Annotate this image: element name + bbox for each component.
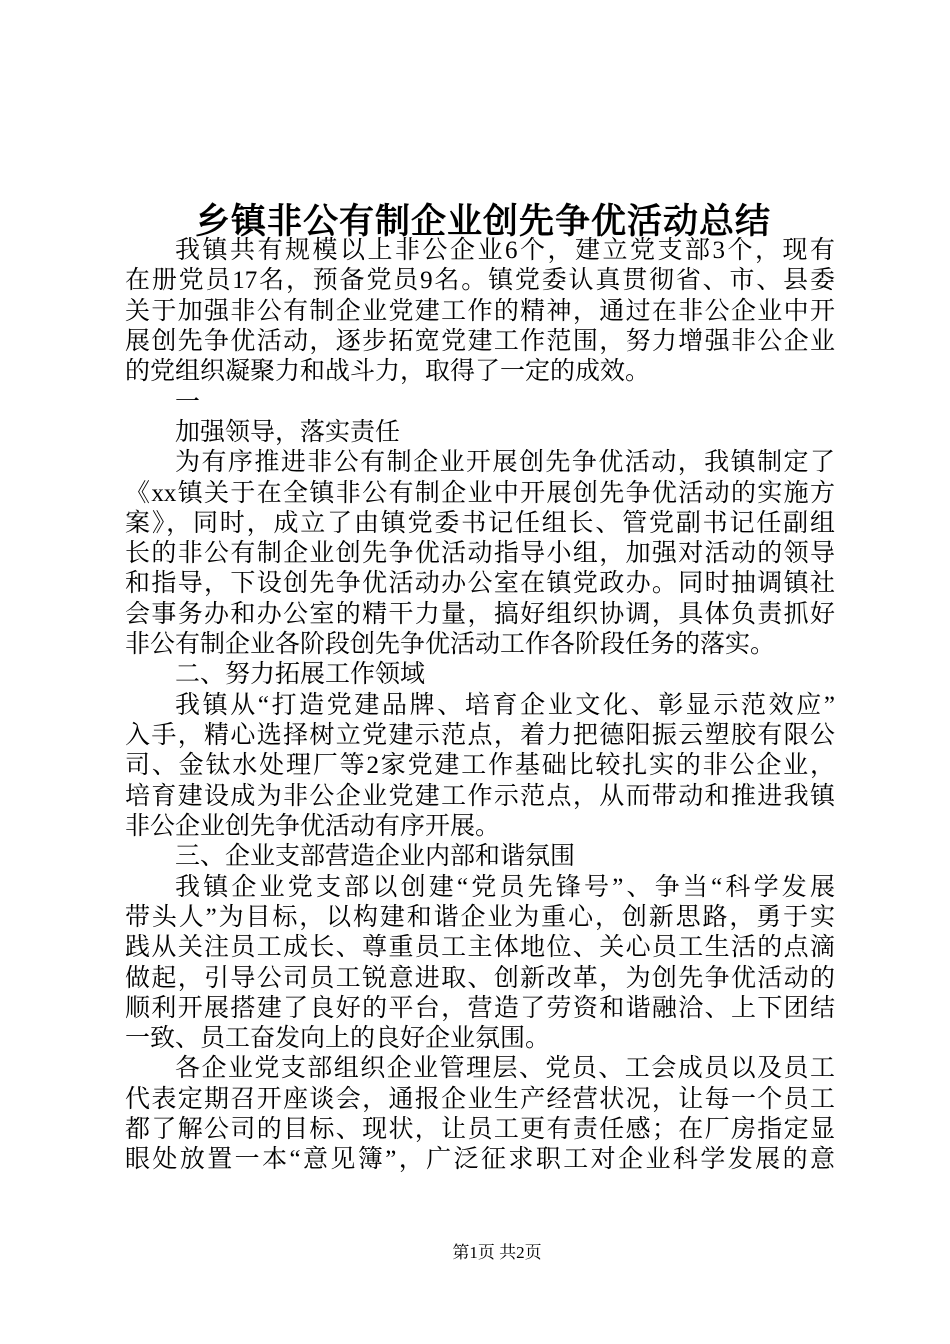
text-line: 我镇从“打造党建品牌、培育企业文化、彰显示范效应” [175,691,835,719]
document-body [125,236,835,1176]
text-line: 案》，同时，成立了由镇党委书记任组长、管党副书记任副组 [125,509,835,537]
text-line: 一 [175,388,201,416]
page-number-footer: 第1页 共2页 [452,1243,542,1262]
text-line: 我镇企业党支部以创建“党员先锋号”、争当“科学发展 [175,873,835,901]
text-line: 会事务办和办公室的精干力量，搞好组织协调，具体负责抓好 [125,600,835,628]
text-line: 代表定期召开座谈会，通报企业生产经营状况，让每一个员工 [125,1085,835,1113]
text-line: 关于加强非公有制企业党建工作的精神，通过在非公企业中开 [125,297,835,325]
text-line: 带头人”为目标，以构建和谐企业为重心，创新思路，勇于实 [125,903,835,931]
text-line: 长的非公有制企业创先争优活动指导小组，加强对活动的领导 [125,540,835,568]
text-line: 顺利开展搭建了良好的平台，营造了劳资和谐融洽、上下团结 [125,994,835,1022]
text-line: 司、金钛水处理厂等2家党建工作基础比较扎实的非公企业， [125,752,835,780]
text-line: 非公有制企业各阶段创先争优活动工作各阶段任务的落实。 [125,631,776,659]
text-line: 培育建设成为非公企业党建工作示范点，从而带动和推进我镇 [125,782,835,810]
text-line: 眼处放置一本“意见簿”，广泛征求职工对企业科学发展的意 [125,1146,835,1174]
text-line: 的党组织凝聚力和战斗力，取得了一定的成效。 [125,358,651,386]
text-line: 三、企业支部营造企业内部和谐氛围 [175,843,576,871]
text-line: 做起，引导公司员工锐意进取、创新改革，为创先争优活动的 [125,964,835,992]
text-line: 展创先争优活动，逐步拓宽党建工作范围，努力增强非公企业 [125,327,835,355]
text-line: 我镇共有规模以上非公企业6个，建立党支部3个，现有 [175,237,835,264]
text-line: 非公企业创先争优活动有序开展。 [125,812,501,840]
text-line: 加强领导，落实责任 [175,418,401,446]
text-line: 一致、员工奋发向上的良好企业氛围。 [125,1025,551,1053]
text-line: 《xx镇关于在全镇非公有制企业中开展创先争优活动的实施方 [125,479,835,507]
text-line: 在册党员17名，预备党员9名。镇党委认真贯彻省、市、县委 [125,267,835,295]
text-line: 二、努力拓展工作领域 [175,661,426,689]
text-line: 入手，精心选择树立党建示范点，着力把德阳振云塑胶有限公 [125,722,835,749]
text-line: 都了解公司的目标、现状，让员工更有责任感；在厂房指定显 [125,1116,835,1144]
text-line: 各企业党支部组织企业管理层、党员、工会成员以及员工 [175,1055,835,1083]
text-line: 践从关注员工成长、尊重员工主体地位、关心员工生活的点滴 [125,934,835,962]
text-line: 为有序推进非公有制企业开展创先争优活动，我镇制定了 [175,449,835,477]
document-title: 乡镇非公有制企业创先争优活动总结 [194,202,771,242]
text-line: 和指导，下设创先争优活动办公室在镇党政办。同时抽调镇社 [125,570,835,598]
